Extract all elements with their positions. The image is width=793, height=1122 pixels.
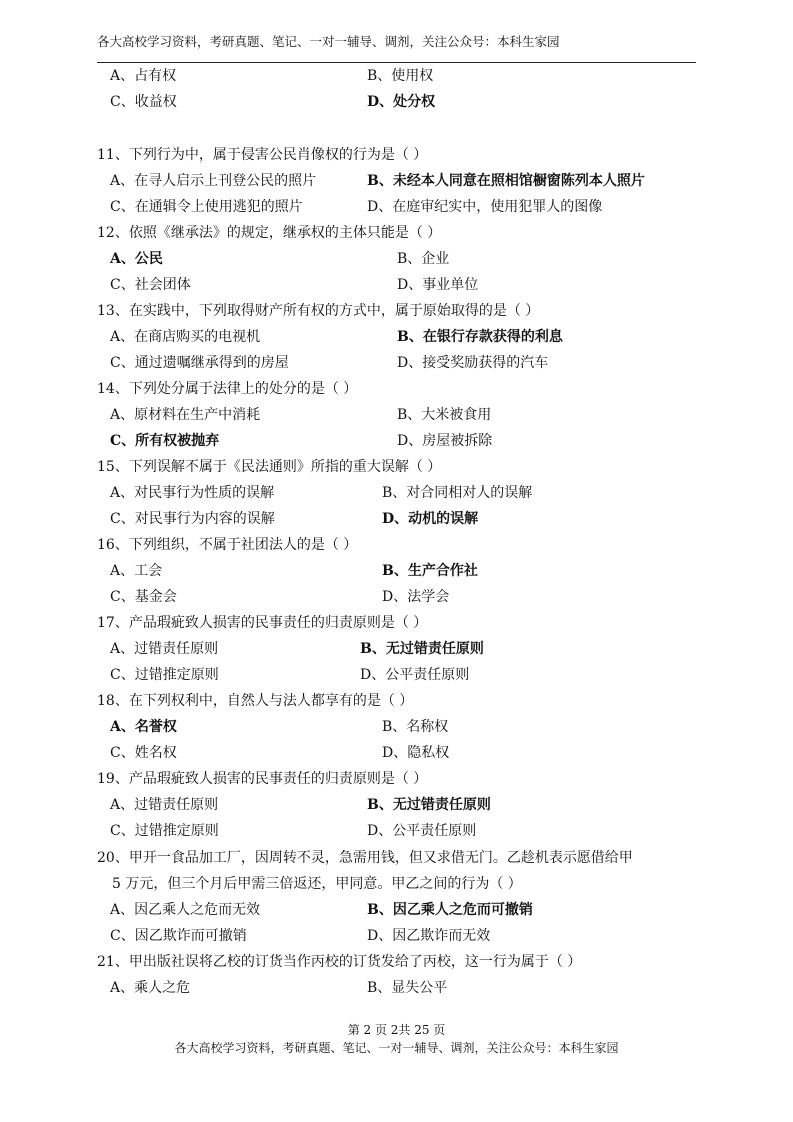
answer-option: B、使用权 [367, 68, 434, 84]
answer-option: B、无过错责任原则 [360, 641, 484, 657]
answer-option: C、收益权 [110, 94, 177, 110]
page-footer: 各大高校学习资料，考研真题、笔记、一对一辅导、调剂，关注公众号：本科生家园 [174, 1041, 619, 1055]
question-text: 12、依照《继承法》的规定，继承权的主体只能是（ ） [97, 225, 442, 241]
question-text: 11、下列行为中，属于侵害公民肖像权的行为是（ ） [97, 147, 428, 163]
answer-option: D、在庭审纪实中，使用犯罪人的图像 [367, 199, 603, 215]
answer-option: A、因乙乘人之危而无效 [110, 902, 261, 918]
question-text: 17、产品瑕疵致人损害的民事责任的归责原则是（ ） [97, 615, 428, 631]
answer-option: C、因乙欺诈而可撤销 [110, 928, 247, 944]
answer-option: A、原材料在生产中消耗 [110, 407, 261, 423]
answer-option: C、基金会 [110, 589, 177, 605]
answer-option: B、企业 [397, 251, 450, 267]
question-text: 5 万元，但三个月后甲需三倍返还，甲同意。甲乙之间的行为（ ） [112, 876, 522, 892]
answer-option: C、过错推定原则 [110, 823, 219, 839]
answer-option: D、处分权 [367, 94, 436, 110]
answer-option: C、通过遗嘱继承得到的房屋 [110, 355, 289, 371]
question-text: 20、甲开一食品加工厂，因周转不灵，急需用钱，但又求借无门。乙趁机表示愿借给甲 [97, 850, 633, 866]
question-text: 21、甲出版社误将乙校的订货当作丙校的订货发给了丙校，这一行为属于（ ） [97, 954, 582, 970]
answer-option: B、在银行存款获得的利息 [397, 329, 563, 345]
answer-option: C、所有权被抛弃 [110, 433, 220, 449]
answer-option: B、无过错责任原则 [367, 797, 491, 813]
answer-option: B、对合同相对人的误解 [382, 485, 533, 501]
answer-option: B、大米被食用 [397, 407, 492, 423]
answer-option: A、在商店购买的电视机 [110, 329, 261, 345]
page-number: 第 2 页 2共 25 页 [347, 1023, 446, 1037]
question-text: 16、下列组织，不属于社团法人的是（ ） [97, 537, 358, 553]
question-text: 18、在下列权利中，自然人与法人都享有的是（ ） [97, 693, 414, 709]
answer-option: D、隐私权 [382, 745, 450, 761]
answer-option: A、工会 [110, 563, 163, 579]
answer-option: A、占有权 [110, 68, 177, 84]
answer-option: B、生产合作社 [382, 563, 478, 579]
answer-option: B、未经本人同意在照相馆橱窗陈列本人照片 [367, 173, 645, 189]
answer-option: A、过错责任原则 [110, 641, 219, 657]
answer-option: C、在通辑令上使用逃犯的照片 [110, 199, 303, 215]
header-divider [97, 62, 696, 63]
answer-option: D、房屋被拆除 [397, 433, 493, 449]
answer-option: D、事业单位 [397, 277, 479, 293]
answer-option: B、名称权 [382, 719, 449, 735]
answer-option: C、过错推定原则 [110, 667, 219, 683]
answer-option: D、公平责任原则 [367, 823, 477, 839]
answer-option: A、乘人之危 [110, 980, 191, 996]
answer-option: B、因乙乘人之危而可撤销 [367, 902, 533, 918]
question-text: 14、下列处分属于法律上的处分的是（ ） [97, 381, 358, 397]
answer-option: D、接受奖励获得的汽车 [397, 355, 549, 371]
question-text: 13、在实践中，下列取得财产所有权的方式中，属于原始取得的是（ ） [97, 303, 540, 319]
question-text: 15、下列误解不属于《民法通则》所指的重大误解（ ） [97, 459, 442, 475]
answer-option: D、动机的误解 [382, 511, 479, 527]
answer-option: A、过错责任原则 [110, 797, 219, 813]
answer-option: C、社会团体 [110, 277, 191, 293]
answer-option: C、对民事行为内容的误解 [110, 511, 275, 527]
answer-option: D、因乙欺诈而无效 [367, 928, 491, 944]
question-text: 19、产品瑕疵致人损害的民事责任的归责原则是（ ） [97, 771, 428, 787]
answer-option: A、在寻人启示上刊登公民的照片 [110, 173, 317, 189]
answer-option: D、法学会 [382, 589, 450, 605]
answer-option: B、显失公平 [367, 980, 448, 996]
answer-option: C、姓名权 [110, 745, 177, 761]
answer-option: A、名誉权 [110, 719, 177, 735]
answer-option: D、公平责任原则 [360, 667, 470, 683]
page-header: 各大高校学习资料，考研真题、笔记、一对一辅导、调剂，关注公众号：本科生家园 [97, 34, 560, 49]
answer-option: A、公民 [110, 251, 163, 267]
answer-option: A、对民事行为性质的误解 [110, 485, 275, 501]
